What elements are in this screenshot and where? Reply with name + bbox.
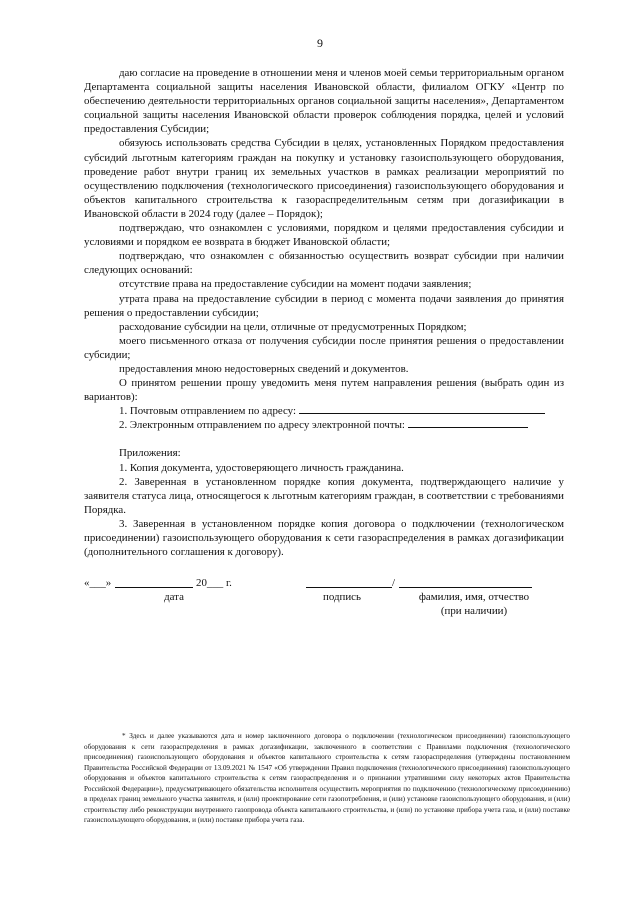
consent-paragraph: даю согласие на проведение в отношении меня и членов моей семьи территориальным органом Департамента социальной защиты населения Ивановской области, филиалом ОГКУ «Центр по обеспечению деятельности территориальных органов социальной защиты населения», Департаментом социальной защиты населения Ивановской области проверок соблюдения порядка, целей и условий предоставления Субсидии; [84, 67, 564, 136]
attachment-1: 1. Копия документа, удостоверяющего личность гражданина. [119, 461, 404, 474]
postal-option [84, 404, 564, 418]
date-day-field[interactable]: «___» [84, 577, 112, 589]
refund-reason-3: расходование субсидии на цели, отличные от предусмотренных Порядком; [119, 320, 467, 333]
obligation-paragraph: обязуюсь использовать средства Субсидии в целях, установленных Порядком предоставления субсидий льготным категориям граждан на покупку и установку газоиспользующего оборудования, проведение работ внутри границ их земельных участков в рамках реализации мероприятий по осуществлению подключения (технологического присоединения) газоиспользующего оборудования и объектов капитального строительства к газораспределительным сетям при догазификации в Ивановской области в 2024 году (далее – Порядок); [84, 137, 564, 220]
signature-label: подпись [323, 591, 361, 603]
signature-slash: / [392, 577, 396, 589]
signature-line[interactable] [306, 578, 392, 588]
full-name-note: (при наличии) [440, 605, 508, 617]
notification-paragraph: О принятом решении прошу уведомить меня путем направления решения (выбрать один из вариантов): [84, 377, 564, 404]
refund-reason-5: предоставления мною недостоверных сведений и документов. [119, 362, 409, 375]
attachment-3: 3. Заверенная в установленном порядке копия договора о подключении (технологическом присоединении) газоиспользующего оборудования к сети газораспределения в рамках догазификации (дополнительного соглашения к договору). [84, 517, 564, 559]
email-address-line[interactable] [408, 418, 528, 428]
date-year-field[interactable]: 20___ г. [196, 577, 232, 589]
refund-reason-1: отсутствие права на предоставление субсидии на момент подачи заявления; [119, 278, 472, 291]
postal-address-line[interactable] [299, 404, 545, 414]
full-name-line[interactable] [399, 578, 532, 588]
signature-block [84, 577, 564, 622]
email-option [84, 418, 564, 432]
document-body [84, 66, 564, 559]
footnote: * Здесь и далее указываются дата и номер заключенного договора о подключении (технологическом присоединении) газоиспользующего оборудования к сети газораспределения в рамках догазификации, заключенного в соответствии с Правилами подключения (технологического присоединения) газоиспользующего оборудования и объектов капитального строительства к сетям газораспределения (утверждены постановлением Правительства Российской Федерации от 13.09.2021 № 1547 «Об утверждении Правил подключения (технологического присоединения) газоиспользующего оборудования и объектов капитального строительства к сетям газораспределения и о признании утратившими силу некоторых актов Правительства Российской Федерации»), предусматривающего обязательства исполнителя осуществить мероприятия по подключению (технологическому присоединению) в пределах границ земельного участка заявителя, и (или) проектирование сети газопотребления, и (или) установке газоиспользующего оборудования, и (или) строительству либо реконструкции внутреннего газопровода объекта капитального строительства, и (или) по установке прибора учета газа, и (или) поставке газоиспользующего оборудования, и (или) поставке прибора учета газа. [84, 732, 570, 825]
date-month-line[interactable] [115, 578, 193, 588]
email-option-label: 2. Электронным отправлением по адресу электронной почты: [119, 419, 405, 432]
refund-obligation-paragraph: подтверждаю, что ознакомлен с обязанностью осуществить возврат субсидии при наличии следующих оснований: [84, 250, 564, 277]
full-name-label: фамилия, имя, отчество [418, 591, 530, 603]
acknowledgement-paragraph: подтверждаю, что ознакомлен с условиями, порядком и целями предоставления субсидии и условиями и порядком ее возврата в бюджет Ивановской области; [84, 222, 564, 249]
attachments-title: Приложения: [119, 447, 181, 460]
attachment-2: 2. Заверенная в установленном порядке копия документа, подтверждающего наличие у заявителя статуса лица, относящегося к льготным категориям граждан, в соответствии с требованиями Порядка. [84, 475, 564, 516]
page-number: 9 [317, 36, 323, 50]
refund-reason-4: моего письменного отказа от получения субсидии после принятия решения о предоставлении субсидии; [84, 334, 564, 361]
postal-option-label: 1. Почтовым отправлением по адресу: [119, 405, 297, 418]
refund-reason-2: утрата права на предоставление субсидии в период с момента подачи заявления до принятия решения о предоставлении субсидии; [84, 292, 564, 319]
date-label: дата [164, 591, 184, 603]
